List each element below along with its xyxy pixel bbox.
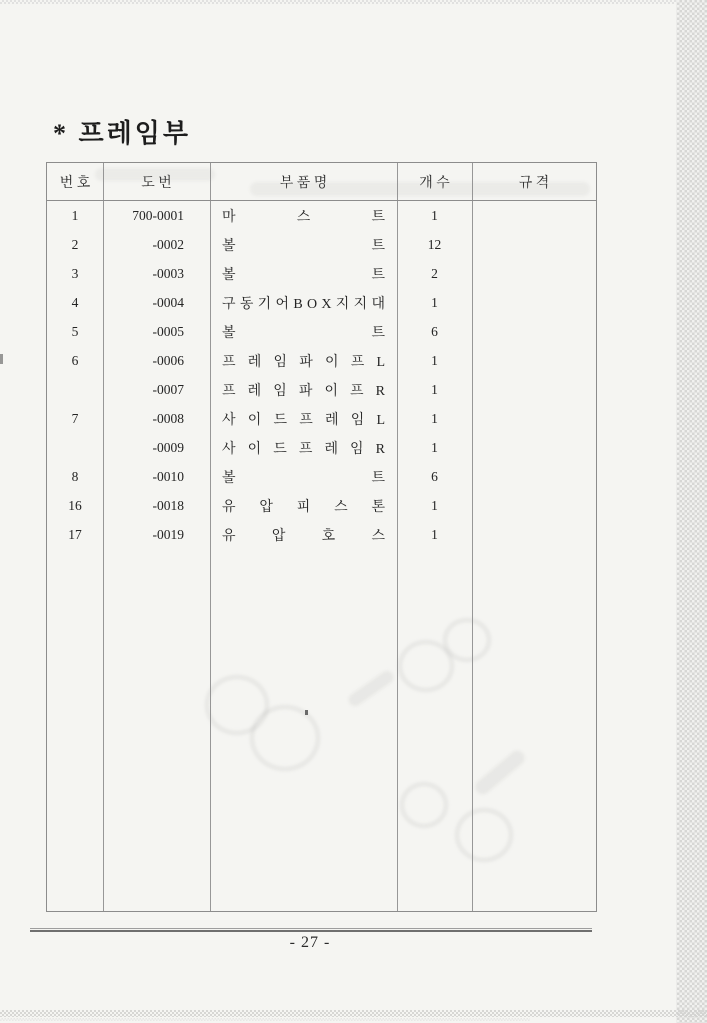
parts-table <box>46 162 597 912</box>
scan-edge-bottom <box>0 1010 707 1017</box>
cell-part-name: 사 이 드 프 레 임 R <box>222 441 385 457</box>
cell-quantity: 12 <box>427 236 442 252</box>
col-header-name: 부 품 명 <box>279 175 328 191</box>
table-row <box>47 404 596 433</box>
cell-drawing-code: -0005 <box>152 323 184 339</box>
col-header-spec: 규 격 <box>518 175 550 191</box>
table-row <box>47 462 596 491</box>
cell-part-name: 프 레 임 파 이 프 L <box>222 354 385 370</box>
table-row <box>47 346 596 375</box>
table-row <box>47 288 596 317</box>
footer-rule <box>30 928 592 932</box>
cell-quantity: 1 <box>431 207 438 223</box>
cell-quantity: 1 <box>431 497 438 513</box>
table-header-row <box>47 163 596 201</box>
cell-part-name: 구 동 기 어 B O X 지 지 대 <box>222 296 385 312</box>
cell-drawing-code: -0002 <box>152 236 184 252</box>
cell-part-name: 볼 트 <box>222 325 385 341</box>
table-row <box>47 433 596 462</box>
cell-drawing-code: -0009 <box>152 439 184 455</box>
cell-number: 6 <box>71 352 79 368</box>
table-row <box>47 491 596 520</box>
cell-number: 17 <box>68 526 82 542</box>
table-row <box>47 317 596 346</box>
cell-part-name: 마 스 트 <box>222 209 385 225</box>
cell-number: 4 <box>71 294 79 310</box>
cell-number: 16 <box>68 497 82 513</box>
page-number: - 27 - <box>289 934 331 951</box>
cell-number: 7 <box>71 410 79 426</box>
cell-part-name: 유 압 호 스 <box>222 528 385 544</box>
table-row <box>47 259 596 288</box>
scan-edge-mark <box>0 354 3 364</box>
cell-drawing-code: -0003 <box>152 265 184 281</box>
cell-quantity: 1 <box>431 439 438 455</box>
cell-part-name: 볼 트 <box>222 238 385 254</box>
table-row <box>47 375 596 404</box>
table-body <box>47 201 596 549</box>
cell-quantity: 1 <box>431 352 438 368</box>
cell-drawing-code: -0007 <box>152 381 184 397</box>
table-row <box>47 230 596 259</box>
cell-quantity: 1 <box>431 526 438 542</box>
cell-drawing-code: -0006 <box>152 352 184 368</box>
cell-quantity: 6 <box>431 468 438 484</box>
cell-drawing-code: 700-0001 <box>132 207 184 223</box>
cell-quantity: 6 <box>431 323 438 339</box>
col-header-code: 도 번 <box>141 175 172 191</box>
cell-drawing-code: -0004 <box>152 294 184 310</box>
cell-part-name: 사 이 드 프 레 임 L <box>222 412 385 428</box>
table-row <box>47 520 596 549</box>
col-header-no: 번 호 <box>59 175 91 191</box>
cell-part-name: 유 압 피 스 톤 <box>222 499 385 515</box>
cell-number: 1 <box>71 207 79 223</box>
cell-number: 2 <box>71 236 79 252</box>
cell-number: 3 <box>71 265 79 281</box>
section-title-text: * 프레임부 <box>53 119 191 148</box>
cell-number: 5 <box>71 323 79 339</box>
cell-part-name: 볼 트 <box>222 470 385 486</box>
cell-part-name: 프 레 임 파 이 프 R <box>222 383 385 399</box>
cell-drawing-code: -0019 <box>152 526 184 542</box>
section-title <box>53 113 191 150</box>
cell-drawing-code: -0010 <box>152 468 184 484</box>
cell-quantity: 1 <box>431 410 438 426</box>
scan-edge-top <box>0 0 707 4</box>
cell-drawing-code: -0018 <box>152 497 184 513</box>
table-row <box>47 201 596 230</box>
cell-quantity: 2 <box>431 265 438 281</box>
cell-part-name: 볼 트 <box>222 267 385 283</box>
cell-quantity: 1 <box>431 381 438 397</box>
scan-edge-right <box>676 0 707 1023</box>
scan-edge-bottom-faint <box>0 1018 530 1021</box>
cell-number: 8 <box>71 468 79 484</box>
cell-quantity: 1 <box>431 294 438 310</box>
cell-drawing-code: -0008 <box>152 410 184 426</box>
col-header-qty: 개 수 <box>419 175 450 191</box>
